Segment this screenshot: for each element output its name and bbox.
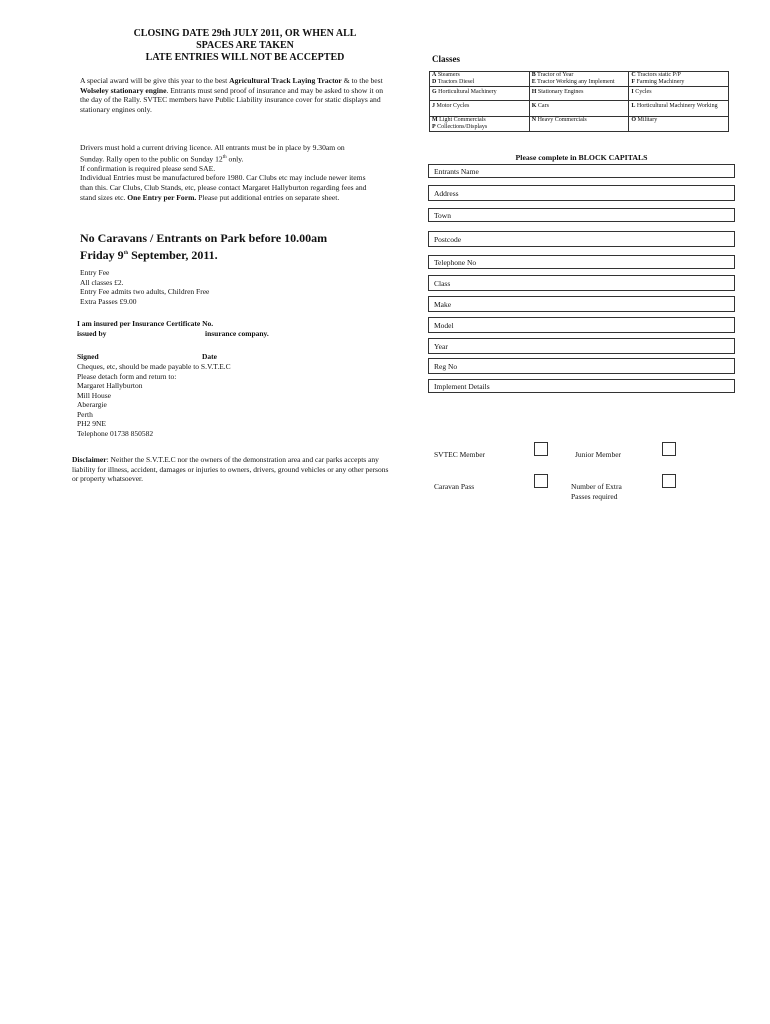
model-field[interactable]: Model: [428, 317, 735, 333]
class-cell: K Cars: [529, 101, 629, 117]
heading-line-3: LATE ENTRIES WILL NOT BE ACCEPTED: [145, 52, 345, 63]
town-field[interactable]: Town: [428, 208, 735, 222]
fee-line-1: Entry Fee: [80, 268, 110, 277]
drivers-paragraph: [80, 143, 370, 202]
issued-by-label: issued by: [77, 328, 107, 338]
junior-member-label: Junior Member: [575, 450, 622, 459]
detach-line: Please detach form and return to:: [77, 371, 177, 381]
friday-sup: th: [123, 251, 129, 256]
address-line: PH2 9NE: [77, 419, 106, 428]
september-text: September, 2011.: [128, 248, 218, 262]
classes-table: [429, 71, 729, 132]
disclaimer-label: Disclaimer: [72, 455, 107, 464]
date-label: Date: [202, 352, 217, 361]
extra-passes-line-1: Number of Extra: [571, 482, 622, 491]
no-caravans-line-2: [80, 246, 400, 263]
junior-member-checkbox[interactable]: [662, 442, 676, 456]
table-row: [430, 87, 729, 101]
telephone-field[interactable]: Telephone No: [428, 255, 735, 269]
class-cell: G Horticultural Machinery: [430, 87, 530, 101]
drivers-text-5: Please put additional entries on separate sheet.: [196, 192, 340, 202]
class-cell: O Military: [629, 117, 729, 132]
award-paragraph: [80, 76, 392, 114]
class-cell: H Stationary Engines: [529, 87, 629, 101]
insurance-section: [77, 319, 377, 339]
class-cell: J Motor Cycles: [430, 101, 530, 117]
class-field[interactable]: Class: [428, 275, 735, 291]
class-cell: M Light Commercials P Collections/Displays: [430, 117, 530, 132]
class-cell: L Horticultural Machinery Working: [629, 101, 729, 117]
drivers-sup: th: [222, 154, 227, 160]
disclaimer-text: : Neither the S.V.T.E.C nor the owners of the demonstration area and car parks accepts any liability for illness, accident, damages or injuries to owners, drivers, ground vehicles or any other persons or property whatsoever.: [72, 455, 389, 483]
address-line: Perth: [77, 409, 93, 419]
implement-details-field[interactable]: Implement Details: [428, 379, 735, 393]
reg-no-field[interactable]: Reg No: [428, 358, 735, 374]
cheques-line: Cheques, etc, should be made payable to S.V.T.E.C: [77, 362, 231, 371]
make-field[interactable]: Make: [428, 296, 735, 312]
drivers-text-4: Individual Entries must be manufactured before 1980. Car Clubs etc may include newer items than this. Car Clubs, Club Stands, etc, please contact Margaret Hallyburton regarding fees and stand sizes etc.: [80, 173, 367, 202]
entry-fees: [80, 268, 340, 306]
extra-passes-box[interactable]: [662, 474, 676, 488]
class-cell: C Tractors static P/P F Farming Machinery: [629, 72, 729, 87]
drivers-text-3: If confirmation is required please send SAE.: [80, 163, 216, 173]
signed-row: [77, 352, 377, 362]
signature-section: [77, 352, 377, 438]
no-caravans-notice: [80, 231, 400, 263]
issued-by-row: [77, 329, 377, 339]
award-text-1: A special award will be give this year to the best: [80, 76, 230, 85]
caravan-pass-checkbox[interactable]: [534, 474, 548, 488]
signed-label: Signed: [77, 352, 99, 361]
award-text-2: & to the best: [341, 76, 383, 85]
heading-line-2: SPACES ARE TAKEN: [196, 40, 294, 51]
extra-passes-line-2: Passes required: [571, 491, 618, 501]
table-row: [430, 72, 729, 87]
drivers-text-1: Drivers must hold a current driving licence. All entrants must be in place by 9.30am on Sunday. Rally open to the public on Sunday 12: [80, 143, 345, 164]
year-field[interactable]: Year: [428, 338, 735, 354]
table-row: [430, 101, 729, 117]
classes-title: Classes: [432, 54, 461, 64]
address-line: Margaret Hallyburton: [77, 381, 143, 390]
extra-passes-label: [571, 482, 622, 501]
caravan-pass-label: Caravan Pass: [434, 482, 475, 491]
closing-date-heading: [90, 28, 400, 64]
class-cell: I Cycles: [629, 87, 729, 101]
class-cell: N Heavy Commercials: [529, 117, 629, 132]
table-row: [430, 117, 729, 132]
address-field[interactable]: Address: [428, 185, 735, 201]
friday-text: Friday 9: [80, 248, 124, 262]
svtec-member-checkbox[interactable]: [534, 442, 548, 456]
postcode-field[interactable]: Postcode: [428, 231, 735, 247]
class-cell: B Tractor of Year E Tractor Working any Implement: [529, 72, 629, 87]
award-bold-1: Agricultural Track Laying Tractor: [229, 76, 342, 85]
class-cell: A Steamers D Tractors Diesel: [430, 72, 530, 87]
insurance-company-label: insurance company.: [205, 328, 269, 338]
block-capitals-instruction: Please complete in BLOCK CAPITALS: [515, 153, 648, 162]
drivers-bold: One Entry per Form.: [127, 192, 197, 202]
award-bold-2: Wolseley stationary engine: [80, 85, 167, 95]
heading-line-1: CLOSING DATE 29th JULY 2011, OR WHEN ALL: [133, 28, 357, 39]
svtec-member-label: SVTEC Member: [434, 450, 486, 459]
award-text-3: . Entrants must send proof of insurance and may be asked to show it on the day of the Rally. SVTEC members have Public Liability insurance cover for static displays and stationary engines only.: [80, 85, 384, 114]
disclaimer: [72, 455, 394, 484]
fee-line-4: Extra Passes £9.00: [80, 296, 137, 306]
address-line: Mill House: [77, 390, 111, 400]
address-line: Aberargie: [77, 400, 107, 409]
fee-line-3: Entry Fee admits two adults, Children Free: [80, 287, 210, 296]
fee-line-2: All classes £2.: [80, 277, 124, 287]
address-line: Telephone 01738 850582: [77, 428, 154, 438]
insurance-line: I am insured per Insurance Certificate No.: [77, 319, 214, 328]
entrants-name-field[interactable]: Entrants Name: [428, 164, 735, 178]
no-caravans-line-1: No Caravans / Entrants on Park before 10.00am: [80, 231, 328, 245]
drivers-text-2: only.: [226, 154, 244, 164]
